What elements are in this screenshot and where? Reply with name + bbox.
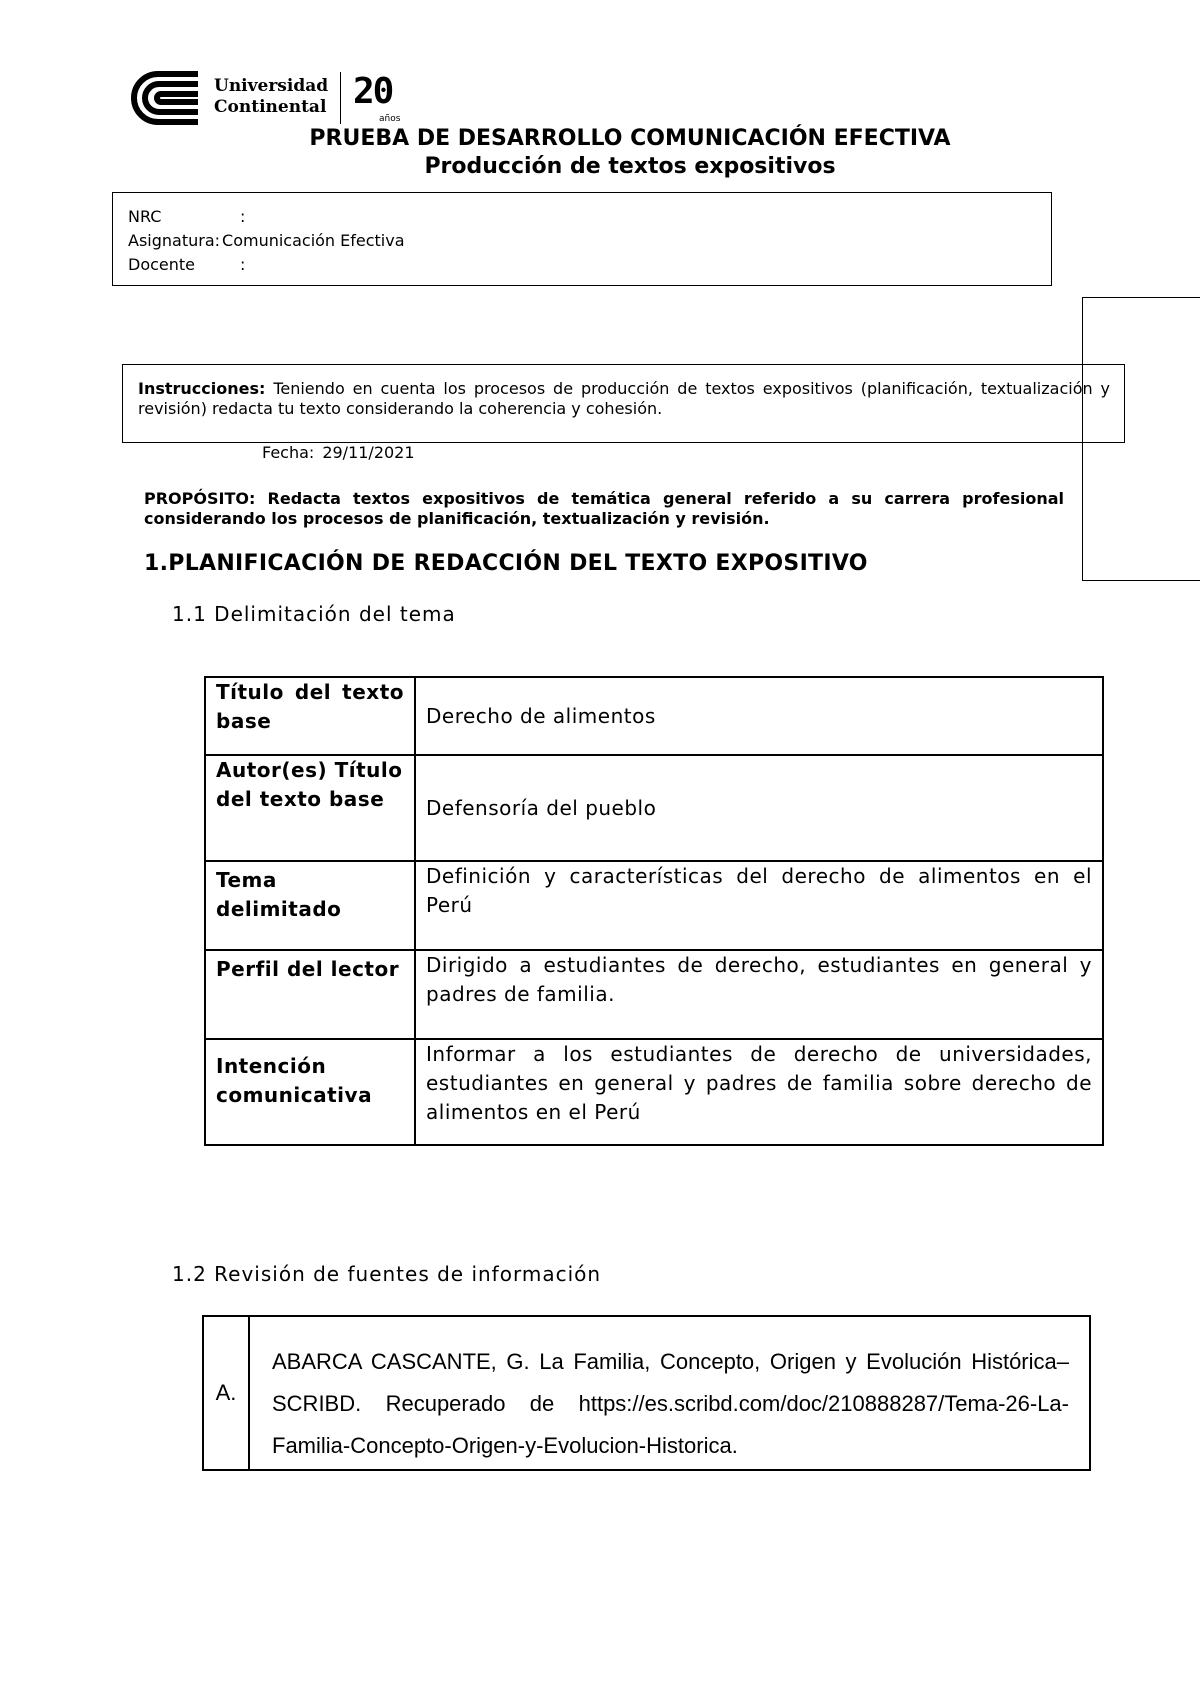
table-row: [205, 861, 1103, 950]
row-value: Defensoría del pueblo: [415, 755, 1103, 861]
subsection-number: 1.1: [172, 602, 207, 626]
date-value: 29/11/2021: [322, 443, 415, 462]
info-sep: :: [240, 255, 246, 274]
planning-table: [204, 676, 1104, 1146]
info-key: NRC: [128, 207, 162, 226]
section-title: PLANIFICACIÓN DE REDACCIÓN DEL TEXTO EXPOSITIVO: [168, 551, 868, 576]
course-info-box: [112, 192, 1052, 286]
logo-divider: [340, 72, 341, 124]
source-index: A.: [203, 1316, 249, 1470]
table-row: [203, 1316, 1090, 1470]
table-row: [205, 950, 1103, 1039]
table-row: [205, 1039, 1103, 1145]
info-row-nrc: [128, 205, 1051, 229]
row-label: Autor(es) Título del texto base: [205, 755, 415, 861]
subsection-heading-1-2: [172, 1262, 601, 1286]
purpose-paragraph: PROPÓSITO: Redacta textos expositivos de temática general referido a su carrera profesional considerando los procesos de planificación, textualización y revisión.: [144, 489, 1064, 528]
logo-line2: Continental: [214, 97, 327, 117]
anniversary-number: 20: [353, 71, 393, 112]
subsection-number: 1.2: [172, 1262, 207, 1286]
table-row: [205, 755, 1103, 861]
page-title: PRUEBA DE DESARROLLO COMUNICACIÓN EFECTIVA: [309, 126, 951, 151]
row-label: Tema delimitado: [205, 861, 415, 950]
section-number: 1.: [144, 551, 169, 576]
info-sep: :: [240, 207, 246, 226]
row-label: Intención comunicativa: [205, 1039, 415, 1145]
page-subtitle: Producción de textos expositivos: [424, 154, 836, 179]
anniversary-mark: [353, 71, 401, 124]
subsection-title: Revisión de fuentes de información: [214, 1262, 602, 1286]
row-label: Título del texto base: [205, 677, 415, 755]
instructions-box: [122, 364, 1125, 443]
date-label: Fecha:: [262, 443, 315, 462]
date-line: [262, 443, 415, 462]
subsection-title: Delimitación del tema: [214, 602, 456, 626]
logo-line1: Universidad: [214, 76, 329, 96]
info-row-docente: [128, 253, 1051, 277]
subsection-heading-1-1: [172, 602, 456, 626]
sources-table: [202, 1315, 1091, 1471]
info-key: Docente: [128, 255, 196, 274]
source-reference: ABARCA CASCANTE, G. La Familia, Concepto, Origen y Evolución Histórica–SCRIBD. Recuperado de https://es.scribd.com/doc/210888287/Tema-26-La-Familia-Concepto-Origen-y-Evolucion-Historica.: [249, 1316, 1090, 1470]
info-key: Asignatura: [128, 231, 215, 250]
row-value: Informar a los estudiantes de derecho de universidades, estudiantes en general y padres de familia sobre derecho de alimentos en el Perú: [415, 1039, 1103, 1145]
anniversary-word: años: [379, 114, 401, 124]
table-row: [205, 677, 1103, 755]
info-sep: :: [214, 231, 221, 250]
info-row-asignatura: [128, 229, 1051, 253]
row-value: Definición y características del derecho de alimentos en el Perú: [415, 861, 1103, 950]
row-value: Dirigido a estudiantes de derecho, estudiantes en general y padres de familia.: [415, 950, 1103, 1039]
info-value: Comunicación Efectiva: [222, 231, 405, 250]
section-heading: [144, 551, 868, 576]
instructions-text: Teniendo en cuenta los procesos de producción de textos expositivos (planificación, textualización y revisión) redacta tu texto considerando la coherencia y cohesión.: [138, 379, 1110, 418]
continental-c-icon: [128, 68, 204, 128]
row-value: Derecho de alimentos: [415, 677, 1103, 755]
instructions-label: Instrucciones:: [138, 379, 266, 398]
university-logo: [128, 68, 408, 128]
row-label: Perfil del lector: [205, 950, 415, 1039]
